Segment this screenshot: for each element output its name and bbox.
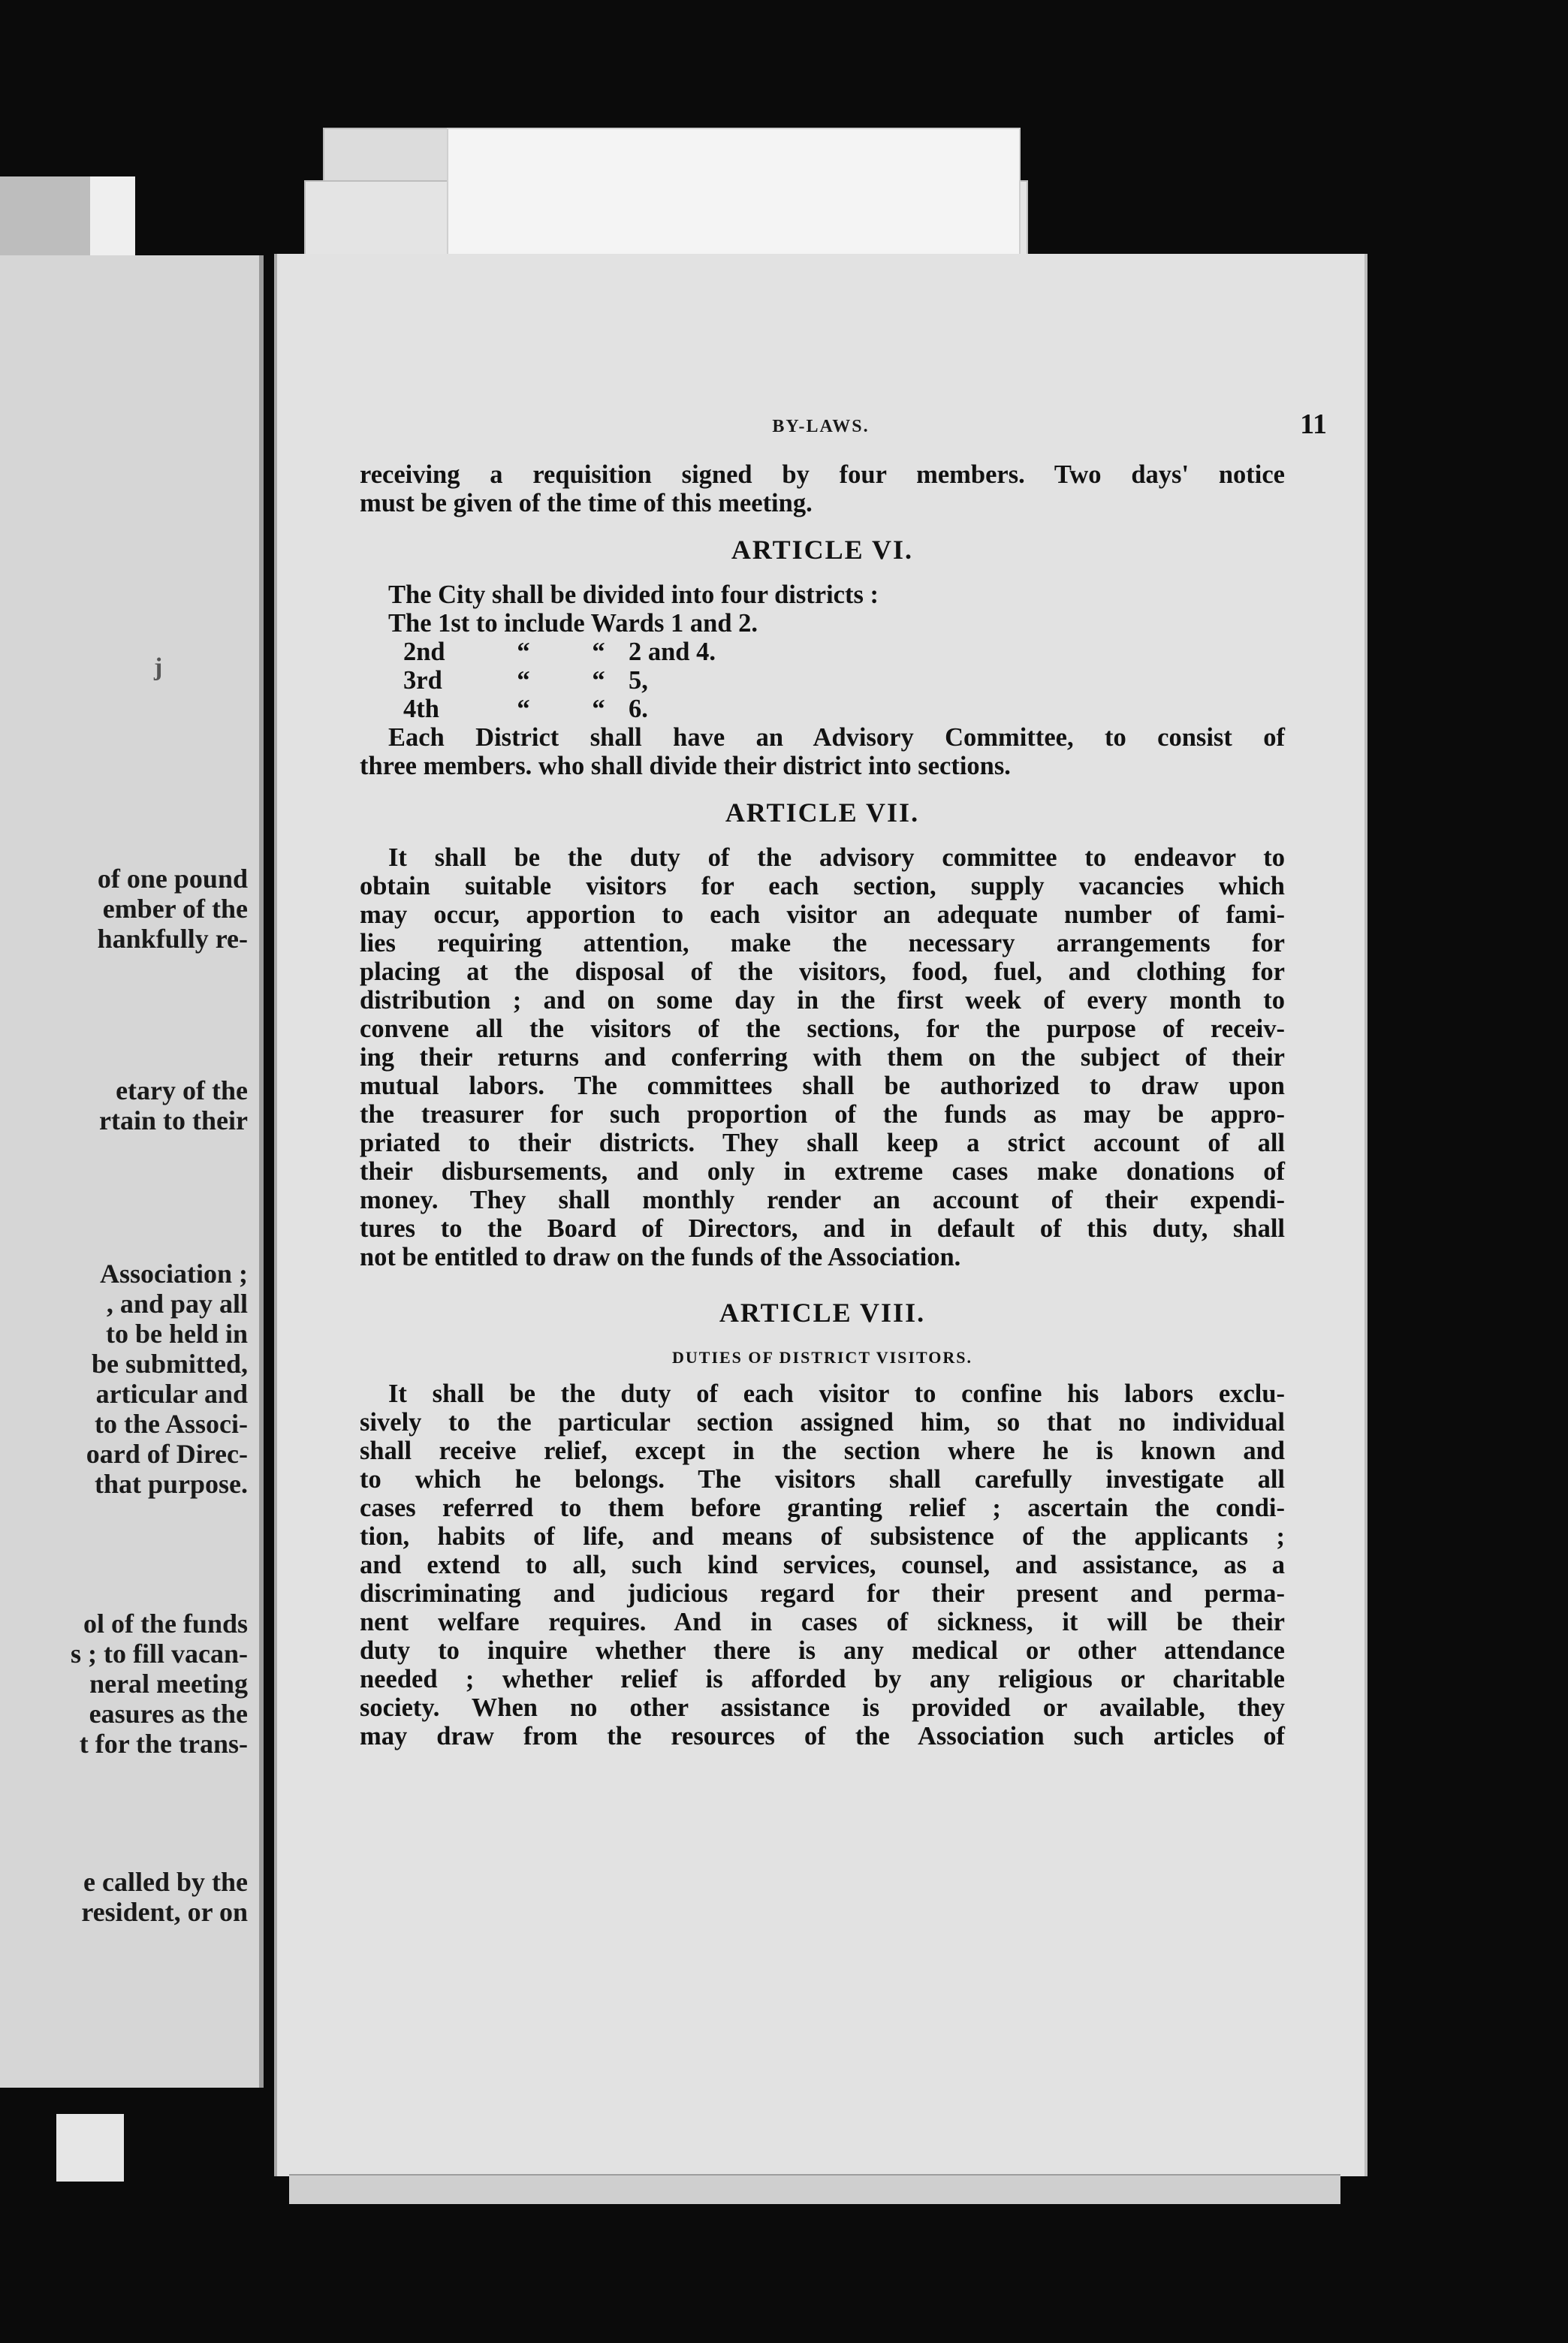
district-wards: 2 and 4. bbox=[629, 638, 716, 666]
article7-paragraph bbox=[360, 843, 1285, 1271]
left-fragment: to be held in bbox=[105, 1319, 248, 1349]
text-line: placing at the disposal of the visitors, food, fuel, and clothing for bbox=[360, 957, 1285, 986]
left-fragment: t for the trans- bbox=[79, 1729, 248, 1759]
article6-line: The 1st to include Wards 1 and 2. bbox=[388, 609, 758, 638]
left-fragment: etary of the bbox=[116, 1075, 248, 1105]
text-line: ing their returns and conferring with them on the subject of their bbox=[360, 1043, 1285, 1072]
text-line: lies requiring attention, make the necessary arrangements for bbox=[360, 929, 1285, 957]
left-fragment: s ; to fill vacan- bbox=[71, 1639, 248, 1669]
ditto-mark: “ bbox=[592, 695, 605, 723]
text-line: Each District shall have an Advisory Committee, to consist of bbox=[388, 723, 1285, 752]
left-fragment: articular and bbox=[95, 1379, 248, 1409]
left-fragment: resident, or on bbox=[81, 1897, 248, 1927]
district-wards: 5, bbox=[629, 666, 648, 695]
district-row bbox=[388, 638, 1285, 666]
left-fragment: e called by the bbox=[83, 1867, 248, 1897]
text-line: to which he belongs. The visitors shall carefully investigate all bbox=[360, 1465, 1285, 1494]
text-line: receiving a requisition signed by four members. Two days' notice bbox=[360, 460, 1285, 489]
text-line: the treasurer for such proportion of the funds as may be appro- bbox=[360, 1100, 1285, 1129]
left-fragment: of one pound bbox=[97, 864, 248, 894]
left-edge-tab bbox=[90, 176, 135, 259]
text-line: distribution ; and on some day in the first week of every month to bbox=[360, 986, 1285, 1015]
left-fragment: , and pay all bbox=[106, 1289, 248, 1319]
page-header bbox=[277, 408, 1364, 445]
left-fragment: oard of Direc- bbox=[86, 1439, 248, 1469]
article8-paragraph bbox=[360, 1380, 1285, 1750]
ditto-mark: “ bbox=[517, 695, 530, 723]
text-line: discriminating and judicious regard for their present and perma- bbox=[360, 1579, 1285, 1608]
text-line: nent welfare requires. And in cases of sickness, it will be their bbox=[360, 1608, 1285, 1636]
text-line: sively to the particular section assigned him, so that no individual bbox=[360, 1408, 1285, 1437]
text-line: priated to their districts. They shall keep a strict account of all bbox=[360, 1129, 1285, 1157]
ditto-mark: “ bbox=[592, 638, 605, 666]
page-body bbox=[360, 460, 1285, 1750]
district-ordinal: 3rd bbox=[403, 666, 442, 695]
running-head: BY-LAWS. bbox=[772, 417, 870, 436]
left-fragment: to the Associ- bbox=[95, 1409, 248, 1439]
article-subheading: DUTIES OF DISTRICT VISITORS. bbox=[672, 1348, 972, 1367]
text-line: tion, habits of life, and means of subsistence of the applicants ; bbox=[360, 1522, 1285, 1551]
left-fragment: Association ; bbox=[100, 1259, 248, 1289]
intro-paragraph bbox=[360, 460, 1285, 517]
district-ordinal: 2nd bbox=[403, 638, 445, 666]
left-fragment: rtain to their bbox=[99, 1105, 248, 1135]
left-fragment: be submitted, bbox=[91, 1349, 248, 1379]
text-line: and extend to all, such kind services, counsel, and assistance, as a bbox=[360, 1551, 1285, 1579]
text-line: must be given of the time of this meeting. bbox=[360, 489, 813, 517]
ditto-mark: “ bbox=[517, 666, 530, 695]
article6-paragraph bbox=[360, 723, 1285, 780]
text-line: tures to the Board of Directors, and in default of this duty, shall bbox=[360, 1214, 1285, 1243]
text-line: duty to inquire whether there is any medical or other attendance bbox=[360, 1636, 1285, 1665]
text-line: mutual labors. The committees shall be authorized to draw upon bbox=[360, 1072, 1285, 1100]
district-list bbox=[360, 638, 1285, 723]
left-page-mark: j bbox=[154, 653, 163, 681]
article-heading: ARTICLE VIII. bbox=[719, 1298, 926, 1328]
text-line: not be entitled to draw on the funds of the Association. bbox=[360, 1243, 961, 1271]
district-row bbox=[388, 666, 1285, 695]
district-wards: 6. bbox=[629, 695, 648, 723]
text-line: cases referred to them before granting relief ; ascertain the condi- bbox=[360, 1494, 1285, 1522]
left-edge-strip bbox=[0, 176, 90, 259]
left-page bbox=[0, 255, 264, 2088]
paper-stack-tab bbox=[447, 128, 1021, 266]
article6-line: The City shall be divided into four districts : bbox=[388, 580, 879, 609]
left-fragment: hankfully re- bbox=[97, 924, 248, 954]
district-ordinal: 4th bbox=[403, 695, 439, 723]
bottom-left-tab bbox=[56, 2114, 124, 2182]
page-number: 11 bbox=[1300, 409, 1327, 440]
left-fragment: ember of the bbox=[102, 894, 248, 924]
left-fragment: easures as the bbox=[89, 1699, 248, 1729]
page-bottom-edge bbox=[289, 2174, 1340, 2204]
text-line: may draw from the resources of the Association such articles of bbox=[360, 1722, 1285, 1750]
text-line: It shall be the duty of the advisory committee to endeavor to bbox=[388, 843, 1285, 872]
left-fragment: ol of the funds bbox=[83, 1609, 248, 1639]
main-page bbox=[274, 254, 1367, 2176]
text-line: shall receive relief, except in the section where he is known and bbox=[360, 1437, 1285, 1465]
text-line: three members. who shall divide their district into sections. bbox=[360, 752, 1011, 780]
text-line: money. They shall monthly render an account of their expendi- bbox=[360, 1186, 1285, 1214]
left-fragment: neral meeting bbox=[89, 1669, 248, 1699]
text-line: convene all the visitors of the sections, for the purpose of receiv- bbox=[360, 1015, 1285, 1043]
article-heading: ARTICLE VI. bbox=[731, 535, 914, 565]
article-heading: ARTICLE VII. bbox=[725, 798, 920, 828]
text-line: needed ; whether relief is afforded by any religious or charitable bbox=[360, 1665, 1285, 1693]
ditto-mark: “ bbox=[592, 666, 605, 695]
district-row bbox=[388, 695, 1285, 723]
text-line: It shall be the duty of each visitor to confine his labors exclu- bbox=[388, 1380, 1285, 1408]
left-fragment: that purpose. bbox=[94, 1469, 248, 1499]
ditto-mark: “ bbox=[517, 638, 530, 666]
text-line: their disbursements, and only in extreme cases make donations of bbox=[360, 1157, 1285, 1186]
text-line: obtain suitable visitors for each section, supply vacancies which bbox=[360, 872, 1285, 900]
text-line: may occur, apportion to each visitor an adequate number of fami- bbox=[360, 900, 1285, 929]
text-line: society. When no other assistance is provided or available, they bbox=[360, 1693, 1285, 1722]
